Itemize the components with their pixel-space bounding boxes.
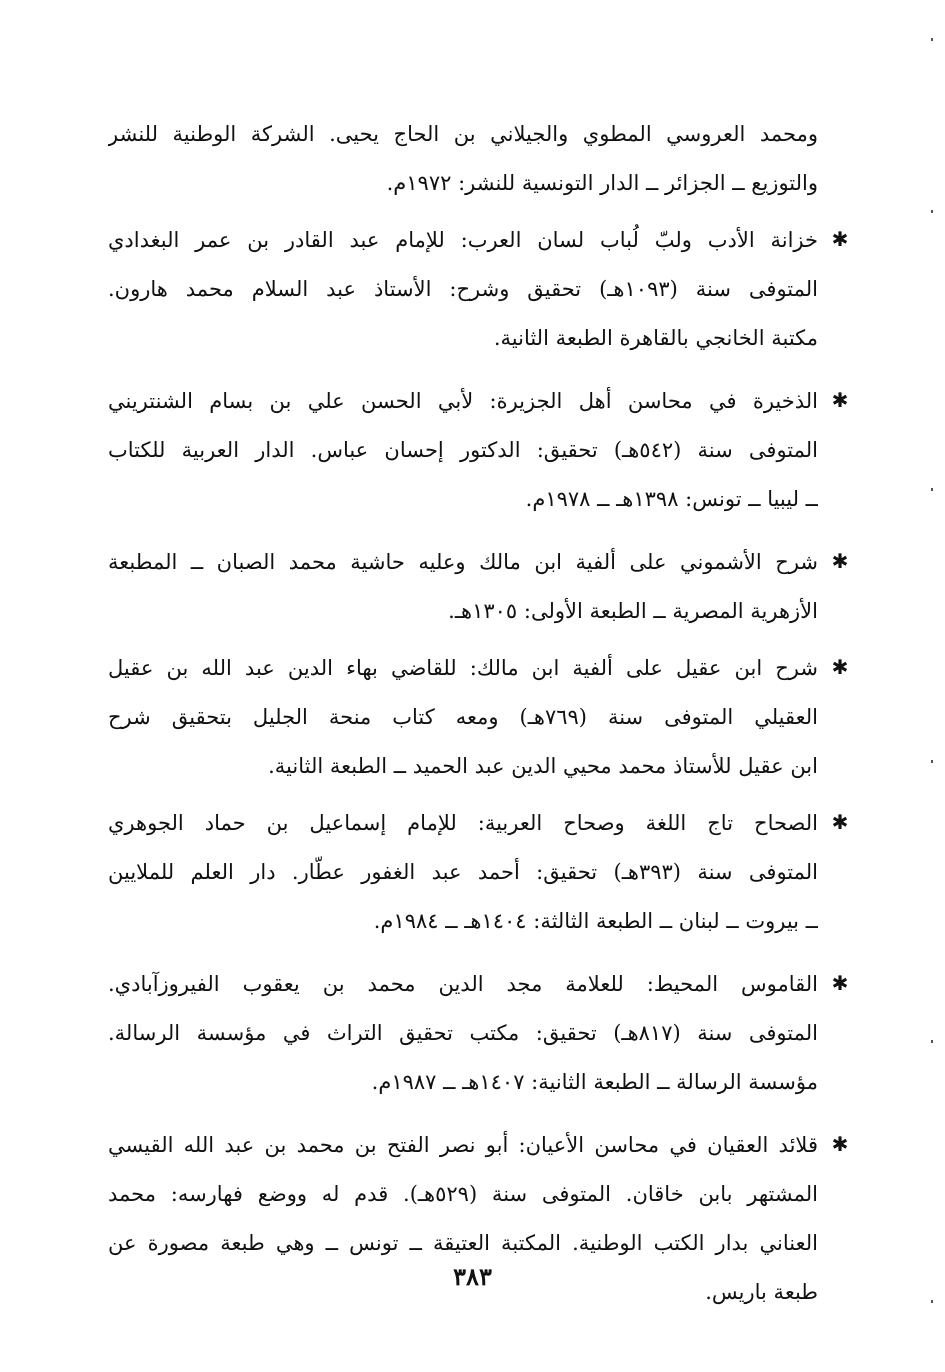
text-line: ابن عقيل للأستاذ محمد محيي الدين عبد الحميد ــ الطبعة الثانية.: [268, 754, 818, 778]
text-line: المشتهر بابن خاقان. المتوفى سنة (٥٢٩هـ). قدم له ووضع فهارسه: محمد: [108, 1182, 818, 1206]
scan-edge-mark: [931, 1040, 933, 1043]
text-line: الصحاح تاج اللغة وصحاح العربية: للإمام إسماعيل بن حماد الجوهري: [108, 811, 818, 835]
asterisk-bullet-icon: ✱: [831, 388, 849, 412]
scan-edge-mark: [931, 488, 933, 491]
asterisk-bullet-icon: ✱: [831, 1132, 849, 1156]
text-line: طبعة باريس.: [705, 1280, 818, 1304]
text-line: مؤسسة الرسالة ــ الطبعة الثانية: ١٤٠٧هـ ــ ١٩٨٧م.: [371, 1070, 818, 1094]
text-line: الذخيرة في محاسن أهل الجزيرة: لأبي الحسن علي بن بسام الشنتريني: [108, 389, 818, 413]
text-line: المتوفى سنة (١٠٩٣هـ) تحقيق وشرح: الأستاذ عبد السلام محمد هارون.: [108, 277, 818, 301]
text-line: الأزهرية المصرية ــ الطبعة الأولى: ١٣٠٥هـ.: [448, 599, 818, 623]
text-line: مكتبة الخانجي بالقاهرة الطبعة الثانية.: [493, 326, 818, 350]
text-line: المتوفى سنة (٨١٧هـ) تحقيق: مكتب تحقيق التراث في مؤسسة الرسالة.: [108, 1021, 818, 1045]
text-line: شرح ابن عقيل على ألفية ابن مالك: للقاضي بهاء الدين عبد الله بن عقيل: [108, 656, 818, 680]
continued-entry: [108, 110, 850, 208]
text-line: ــ بيروت ــ لبنان ــ الطبعة الثالثة: ١٤٠٤هـ ــ ١٩٨٤م.: [373, 909, 818, 933]
bibliography-text: [108, 110, 850, 1317]
text-line: العناني بدار الكتب الوطنية. المكتبة العتيقة ــ تونس ــ وهي طبعة مصورة عن: [108, 1231, 818, 1255]
scan-edge-mark: [931, 38, 933, 41]
text-line: والتوزيع ــ الجزائر ــ الدار التونسية للنشر: ١٩٧٢م.: [386, 171, 818, 195]
asterisk-bullet-icon: ✱: [831, 655, 849, 679]
scan-edge-mark: [931, 1300, 933, 1303]
text-line: العقيلي المتوفى سنة (٧٦٩هـ) ومعه كتاب منحة الجليل بتحقيق شرح: [108, 705, 818, 729]
text-line: خزانة الأدب ولبّ لُباب لسان العرب: للإمام عبد القادر بن عمر البغدادي: [108, 228, 818, 252]
asterisk-bullet-icon: ✱: [831, 971, 849, 995]
scan-edge-mark: [931, 760, 933, 763]
bibliography-entry: [108, 538, 850, 636]
asterisk-bullet-icon: ✱: [831, 227, 849, 251]
text-line: المتوفى سنة (٣٩٣هـ) تحقيق: أحمد عبد الغفور عطّار. دار العلم للملايين: [108, 860, 818, 884]
text-line: القاموس المحيط: للعلامة مجد الدين محمد بن يعقوب الفيروزآبادي.: [108, 972, 818, 996]
text-line: ــ ليبيا ــ تونس: ١٣٩٨هـ ــ ١٩٧٨م.: [525, 487, 818, 511]
bibliography-entry: [108, 377, 850, 524]
scan-edge-mark: [931, 210, 933, 213]
text-line: قلائد العقيان في محاسن الأعيان: أبو نصر الفتح بن محمد بن عبد الله القيسي: [108, 1133, 818, 1157]
asterisk-bullet-icon: ✱: [831, 810, 849, 834]
asterisk-bullet-icon: ✱: [831, 549, 849, 573]
text-line: ومحمد العروسي المطوي والجيلاني بن الحاج يحيى. الشركة الوطنية للنشر: [108, 122, 818, 146]
bibliography-entry: [108, 799, 850, 946]
text-line: شرح الأشموني على ألفية ابن مالك وعليه حاشية محمد الصبان ــ المطبعة: [108, 550, 818, 574]
bibliography-entry: [108, 644, 850, 791]
text-line: المتوفى سنة (٥٤٢هـ) تحقيق: الدكتور إحسان عباس. الدار العربية للكتاب: [108, 438, 818, 462]
bibliography-entry: [108, 216, 850, 363]
bibliography-entry: [108, 960, 850, 1107]
page-number: ٣٨٣: [453, 1262, 492, 1291]
